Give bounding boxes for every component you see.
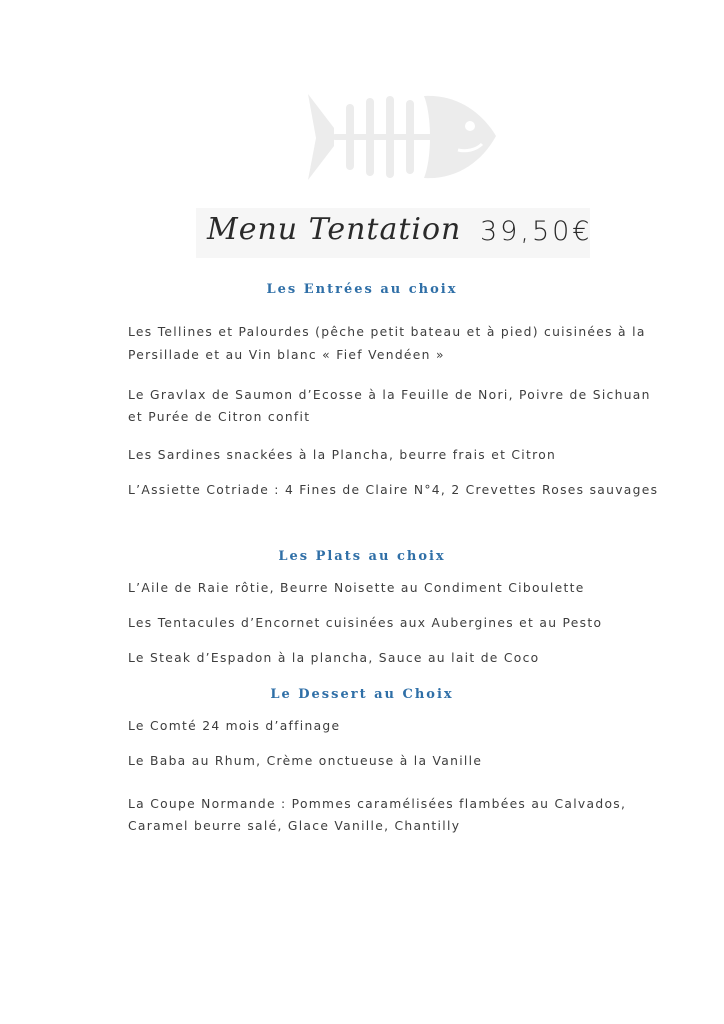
entree-item-1-line-2: Persillade et au Vin blanc « Fief Vendéen » — [128, 348, 445, 362]
dessert-item-1: Le Comté 24 mois d’affinage — [128, 719, 341, 733]
menu-title: Menu Tentation — [207, 212, 462, 247]
section-heading-dessert: Le Dessert au Choix — [270, 687, 454, 702]
dessert-item-3-line-2: Caramel beurre salé, Glace Vanille, Chantilly — [128, 819, 461, 833]
dessert-item-3-line-1: La Coupe Normande : Pommes caramélisées flambées au Calvados, — [128, 797, 627, 811]
plat-item-2: Les Tentacules d’Encornet cuisinées aux Aubergines et au Pesto — [128, 616, 603, 630]
entree-item-1-line-1: Les Tellines et Palourdes (pêche petit bateau et à pied) cuisinées à la — [128, 325, 646, 339]
entree-item-3: Les Sardines snackées à la Plancha, beurre frais et Citron — [128, 448, 557, 462]
section-heading-plats: Les Plats au choix — [278, 549, 446, 564]
entree-item-4: L’Assiette Cotriade : 4 Fines de Claire N°4, 2 Crevettes Roses sauvages — [128, 483, 659, 497]
menu-price: 39,50€ — [480, 216, 593, 247]
entree-item-2-line-2: et Purée de Citron confit — [128, 410, 311, 424]
plat-item-1: L’Aile de Raie rôtie, Beurre Noisette au Condiment Ciboulette — [128, 581, 585, 595]
dessert-item-2: Le Baba au Rhum, Crème onctueuse à la Vanille — [128, 754, 483, 768]
plat-item-3: Le Steak d’Espadon à la plancha, Sauce au lait de Coco — [128, 651, 540, 665]
entree-item-2-line-1: Le Gravlax de Saumon d’Ecosse à la Feuille de Nori, Poivre de Sichuan — [128, 388, 651, 402]
section-heading-entrees: Les Entrées au choix — [266, 282, 458, 297]
fish-skeleton-icon — [306, 88, 506, 188]
